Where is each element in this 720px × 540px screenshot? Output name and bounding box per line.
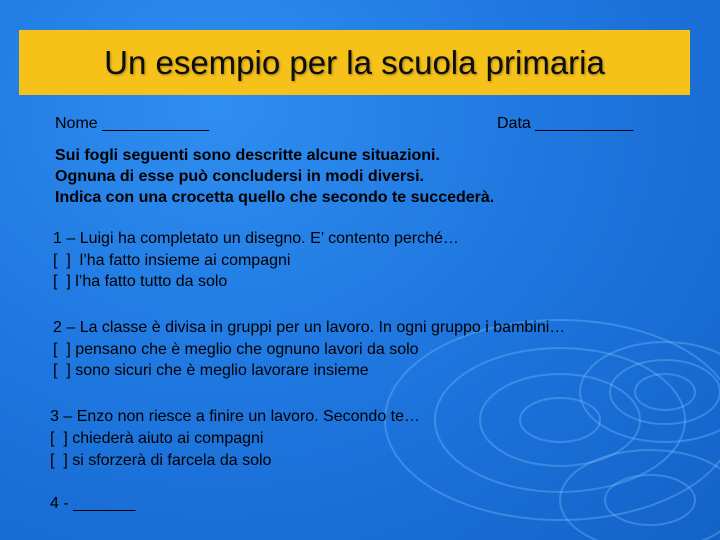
question-1-option-1: [ ] l’ha fatto insieme ai compagni: [53, 252, 291, 269]
instruction-line-1: Sui fogli seguenti sono descritte alcune situazioni.: [55, 147, 440, 164]
question-3-option-2: [ ] si sforzerà di farcela da solo: [50, 452, 272, 469]
instruction-line-2: Ognuna di esse può concludersi in modi diversi.: [55, 168, 424, 185]
question-1-option-2: [ ] l’ha fatto tutto da solo: [53, 273, 228, 290]
question-2-option-2: [ ] sono sicuri che è meglio lavorare insieme: [53, 362, 369, 379]
title-banner: [19, 30, 690, 95]
question-4-text: 4 - _______: [50, 495, 136, 512]
date-field-label: Data ___________: [497, 115, 634, 132]
question-2-text: 2 – La classe è divisa in gruppi per un lavoro. In ogni gruppo i bambini…: [53, 319, 566, 336]
question-2-option-1: [ ] pensano che è meglio che ognuno lavori da solo: [53, 341, 419, 358]
page-title: Un esempio per la scuola primaria: [104, 43, 605, 81]
question-3-option-1: [ ] chiederà aiuto ai compagni: [50, 430, 264, 447]
question-1-text: 1 – Luigi ha completato un disegno. E’ contento perché…: [53, 230, 459, 247]
name-field-label: Nome ____________: [55, 115, 209, 132]
question-3-text: 3 – Enzo non riesce a finire un lavoro. Secondo te…: [50, 408, 420, 425]
instruction-line-3: Indica con una crocetta quello che secondo te succederà.: [55, 189, 495, 206]
